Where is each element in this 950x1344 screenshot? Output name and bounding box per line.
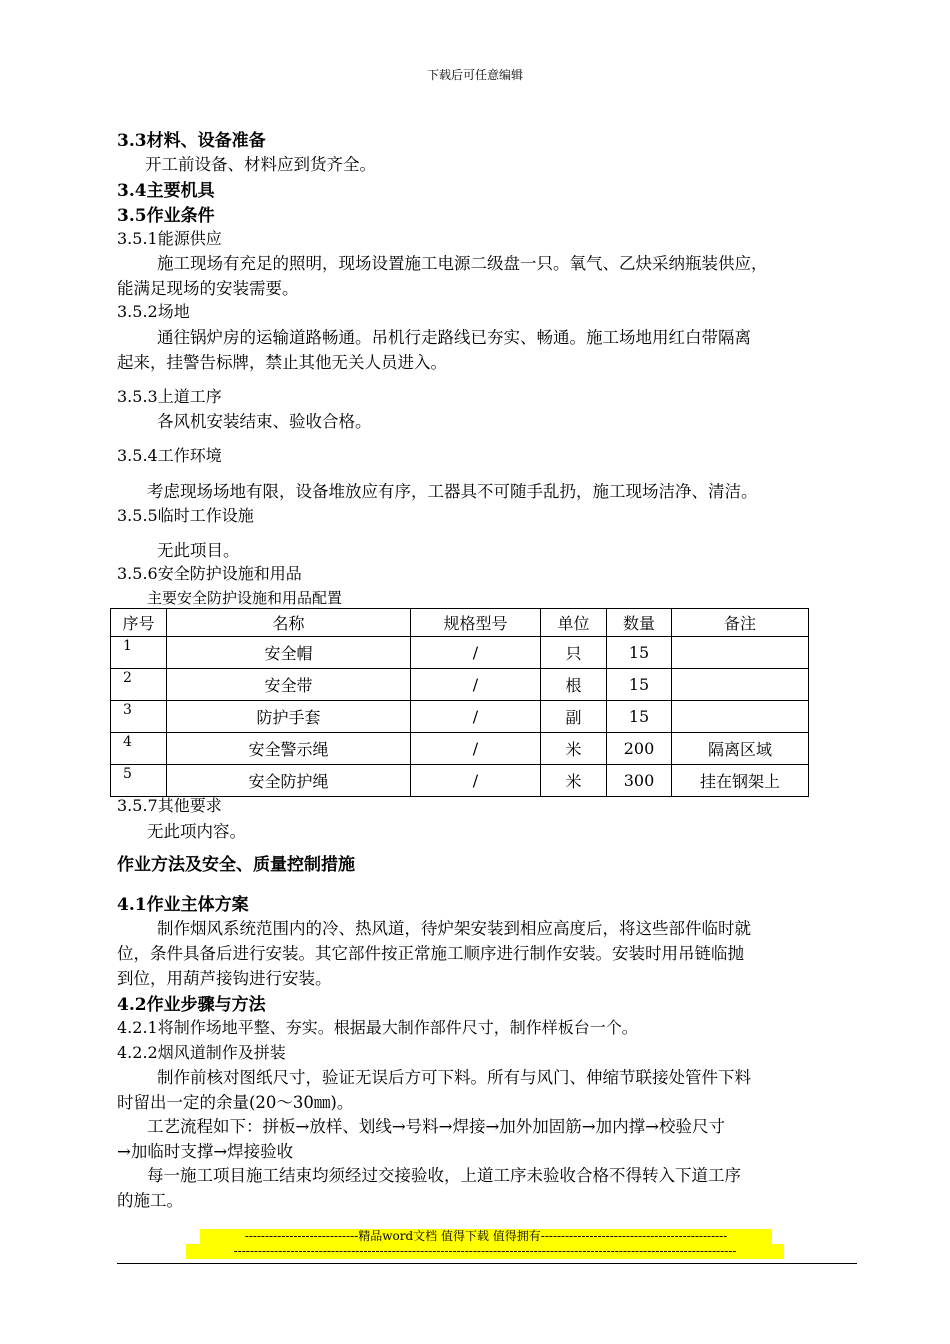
table-row [111,669,809,701]
table-cell: 15 [607,669,672,701]
safety-equipment-table [110,608,809,797]
table-row [111,637,809,669]
page-header: 下载后可任意编辑 [426,68,523,82]
column-header: 单位 [541,609,607,637]
table-cell: / [411,637,541,669]
section-3-5-3-heading: 3.5.3上道工序 [117,387,222,406]
table-cell: 安全警示绳 [167,733,411,765]
table-cell: / [411,669,541,701]
table-cell: 安全防护绳 [167,765,411,797]
table-cell: / [411,733,541,765]
section-3-5-1-line2: 能满足现场的安装需要。 [117,279,299,298]
column-header: 名称 [167,609,411,637]
table-cell: 安全带 [167,669,411,701]
section-4-2-heading: 4.2作业步骤与方法 [117,995,266,1015]
section-3-4-heading: 3.4主要机具 [117,181,215,201]
section-3-5-5-text: 无此项目。 [157,541,240,560]
table-cell: 只 [541,637,607,669]
section-3-5-5-heading: 3.5.5临时工作设施 [117,506,254,525]
table-cell [672,701,809,733]
table-cell: 1 [111,637,167,669]
table-cell: / [411,765,541,797]
section-3-5-2-line1: 通往锅炉房的运输道路畅通。吊机行走路线已夯实、畅通。施工场地用红白带隔离 [157,328,751,347]
section-3-5-7-text: 无此项内容。 [147,822,246,841]
section-4-2-1-text: 4.2.1将制作场地平整、夯实。根据最大制作部件尺寸，制作样板台一个。 [117,1018,638,1037]
section-3-5-2-line2: 起来，挂警告标牌，禁止其他无关人员进入。 [117,353,447,372]
section-3-3-heading: 3.3材料、设备准备 [117,131,266,151]
section-3-3-text: 开工前设备、材料应到货齐全。 [145,155,376,174]
table-cell: 挂在钢架上 [672,765,809,797]
section-3-5-2-heading: 3.5.2场地 [117,302,190,321]
table-cell: 防护手套 [167,701,411,733]
column-header: 序号 [111,609,167,637]
table-row [111,765,809,797]
table-header-row [111,609,809,637]
section-4-2-2-p3-line2: 的施工。 [117,1191,183,1210]
table-cell: 隔离区域 [672,733,809,765]
footer-banner-line1: ----------------------------精品word文档 值得下载 值得拥有---------------------------------------------- [200,1229,772,1244]
section-3-5-4-text: 考虑现场场地有限，设备堆放应有序，工器具不可随手乱扔，施工现场洁净、清洁。 [147,482,758,501]
section-4-heading: 作业方法及安全、质量控制措施 [117,855,355,875]
footer-rule [117,1263,857,1264]
table-cell: 3 [111,701,167,733]
section-4-2-2-heading: 4.2.2烟风道制作及拼装 [117,1043,286,1062]
section-3-5-1-heading: 3.5.1能源供应 [117,229,222,248]
table-cell: 15 [607,701,672,733]
section-4-1-heading: 4.1作业主体方案 [117,895,249,915]
section-3-5-1-line1: 施工现场有充足的照明，现场设置施工电源二级盘一只。氧气、乙炔采纳瓶装供应， [157,254,768,273]
column-header: 规格型号 [411,609,541,637]
table-cell: / [411,701,541,733]
section-3-5-7-heading: 3.5.7其他要求 [117,796,222,815]
column-header: 备注 [672,609,809,637]
table-cell: 300 [607,765,672,797]
table-cell [672,637,809,669]
table-cell: 副 [541,701,607,733]
table-cell: 安全帽 [167,637,411,669]
table-cell: 5 [111,765,167,797]
table-cell: 15 [607,637,672,669]
table-cell: 200 [607,733,672,765]
section-4-2-2-p1-line1: 制作前核对图纸尺寸，验证无误后方可下料。所有与风门、伸缩节联接处管件下料 [157,1068,751,1087]
column-header: 数量 [607,609,672,637]
table-cell: 米 [541,733,607,765]
section-4-1-line2: 位，条件具备后进行安装。其它部件按正常施工顺序进行制作安装。安装时用吊链临抛 [117,944,744,963]
section-4-1-line1: 制作烟风系统范围内的冷、热风道，待炉架安装到相应高度后，将这些部件临时就 [157,919,751,938]
section-3-5-heading: 3.5作业条件 [117,206,215,226]
table-cell: 米 [541,765,607,797]
section-4-2-2-p2-line1: 工艺流程如下：拼板→放样、划线→号料→焊接→加外加固筋→加内撑→校验尺寸 [147,1117,725,1136]
section-4-2-2-p1-line2: 时留出一定的余量(20～30㎜)。 [117,1093,354,1112]
section-4-2-2-p2-line2: →加临时支撑→焊接验收 [117,1142,294,1161]
section-4-1-line3: 到位，用葫芦接钩进行安装。 [117,969,332,988]
table-cell: 4 [111,733,167,765]
footer-banner-line2: ---------------------------------------------------------------------------------------------------------------------------- [186,1244,784,1259]
table-caption: 主要安全防护设施和用品配置 [147,589,343,607]
section-3-5-6-heading: 3.5.6安全防护设施和用品 [117,564,302,583]
table-row [111,701,809,733]
table-row [111,733,809,765]
section-3-5-3-text: 各风机安装结束、验收合格。 [157,412,372,431]
table-cell [672,669,809,701]
table-cell: 根 [541,669,607,701]
table-cell: 2 [111,669,167,701]
section-3-5-4-heading: 3.5.4工作环境 [117,446,222,465]
section-4-2-2-p3-line1: 每一施工项目施工结束均须经过交接验收，上道工序未验收合格不得转入下道工序 [147,1166,741,1185]
